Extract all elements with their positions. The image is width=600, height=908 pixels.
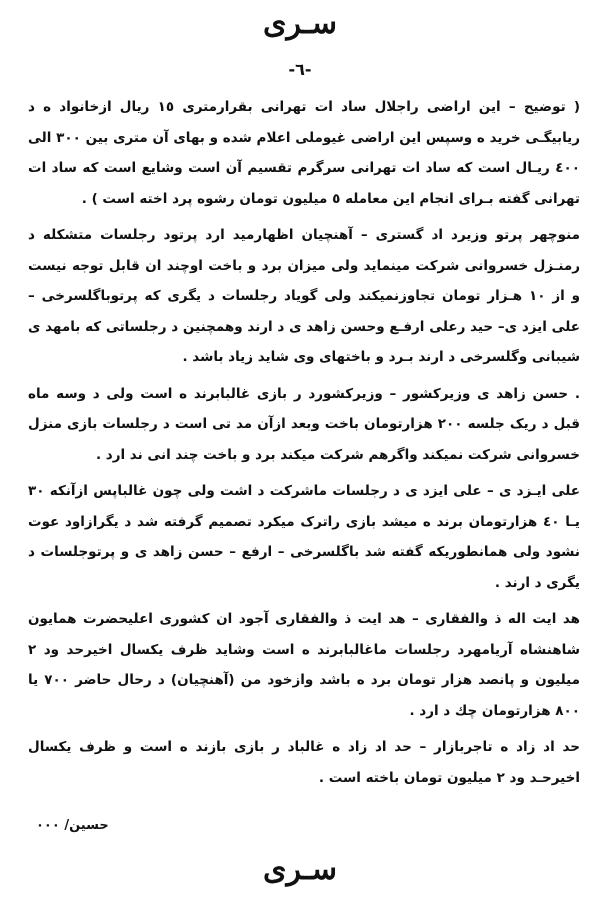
document-body xyxy=(28,92,580,799)
classification-stamp-bottom: سـری xyxy=(263,852,337,887)
paragraph-parto: منوچهر پرتو وزیرد اد گستری – آهنچیان اظهارمید ارد پرتود رجلسات متشکله د رمنـزل خسروانی شرکت مینماید ولی میزان برد و باخت اوچند ان قابل توجه نیست و از ١٠ هـزار تومان تجاوزنمیکند ولی گویاد رجلسات د یگری که پرتوباگلسرخی –علی ایزد ی– حید رعلی ارفـع وحسن زاهد ی د ارند وهمچنین د رجلساتی که بامهد ی شیبانی وگلسرخی د ارند بـرد و باختهای وی شاید زیاد باشد . xyxy=(28,227,580,365)
classification-stamp-top: سـری xyxy=(263,6,337,41)
paragraph-land-note: ( توضیح – این اراضی راجلال ساد ات تهرانی بقرارمتری ١٥ ریال ازخانواد ه د ریابیگـی خرید ه وسپس این اراضی غیوملی اعلام شده و بهای آن متری بین ٣٠٠ الی ٤٠٠ ریـال است که ساد ات تهرانی سرگرم تقسیم آن است وشایع است که ساد ات تهرانی گفته بـرای انجام این معامله ٥ میلیون تومان رشوه پرد اخته است ) . xyxy=(28,99,581,207)
paragraph-haddadzadeh: حد اد زاد ه تاجربازار – حد اد زاد ه غالباد ر بازی بازند ه است و ظرف یکسال اخیرحـد ود ٢ میلیون تومان باخته است . xyxy=(28,739,580,786)
signature: حسین/ ٠٠٠ xyxy=(36,818,109,833)
paragraph-izadi: علی ایـزد ی – علی ایزد ی د رجلسات ماشرکت د اشت ولی چون غالباپس ازآنکه ٣٠ یـا ٤٠ هزارتومان برند ه میشد بازی راترک میکرد تصمیم گرفته شد د یگرازاود عوت نشود ولی همانطوریکه گفته شد باگلسرخی – ارفع – حسن زاهد ی و پرتوجلسات د یگری د ارند . xyxy=(28,483,580,591)
paragraph-zolfaghari: هد ایت اله ذ والفقاری – هد ایت ذ والفقاری آجود ان کشوری اعلیحضرت همایون شاهنشاه آریامهرد رجلسات ماغالبابرند ه است وشاید ظرف یکسال اخیرحد ود ٢ میلیون و پانصد هزار تومان برد ه باشد وازخود من (آهنچیان) د رحال حاضر ٧٠٠ یا ٨٠٠ هزارتومان چك د ارد . xyxy=(28,611,580,719)
page-number: -٦- xyxy=(288,60,312,79)
paragraph-zahedi: . حسن زاهد ی وزیرکشور – وزیرکشورد ر بازی غالبابرند ه است ولی د وسه ماه قبل د ریک جلسه ٢٠٠ هزارتومان باخت وبعد ازآن مد تی است د رجلسات بازی منزل خسروانی شرکت نمیکند واگرهم شرکت میکند برد و باخت چند انی ند ارد . xyxy=(28,385,580,463)
